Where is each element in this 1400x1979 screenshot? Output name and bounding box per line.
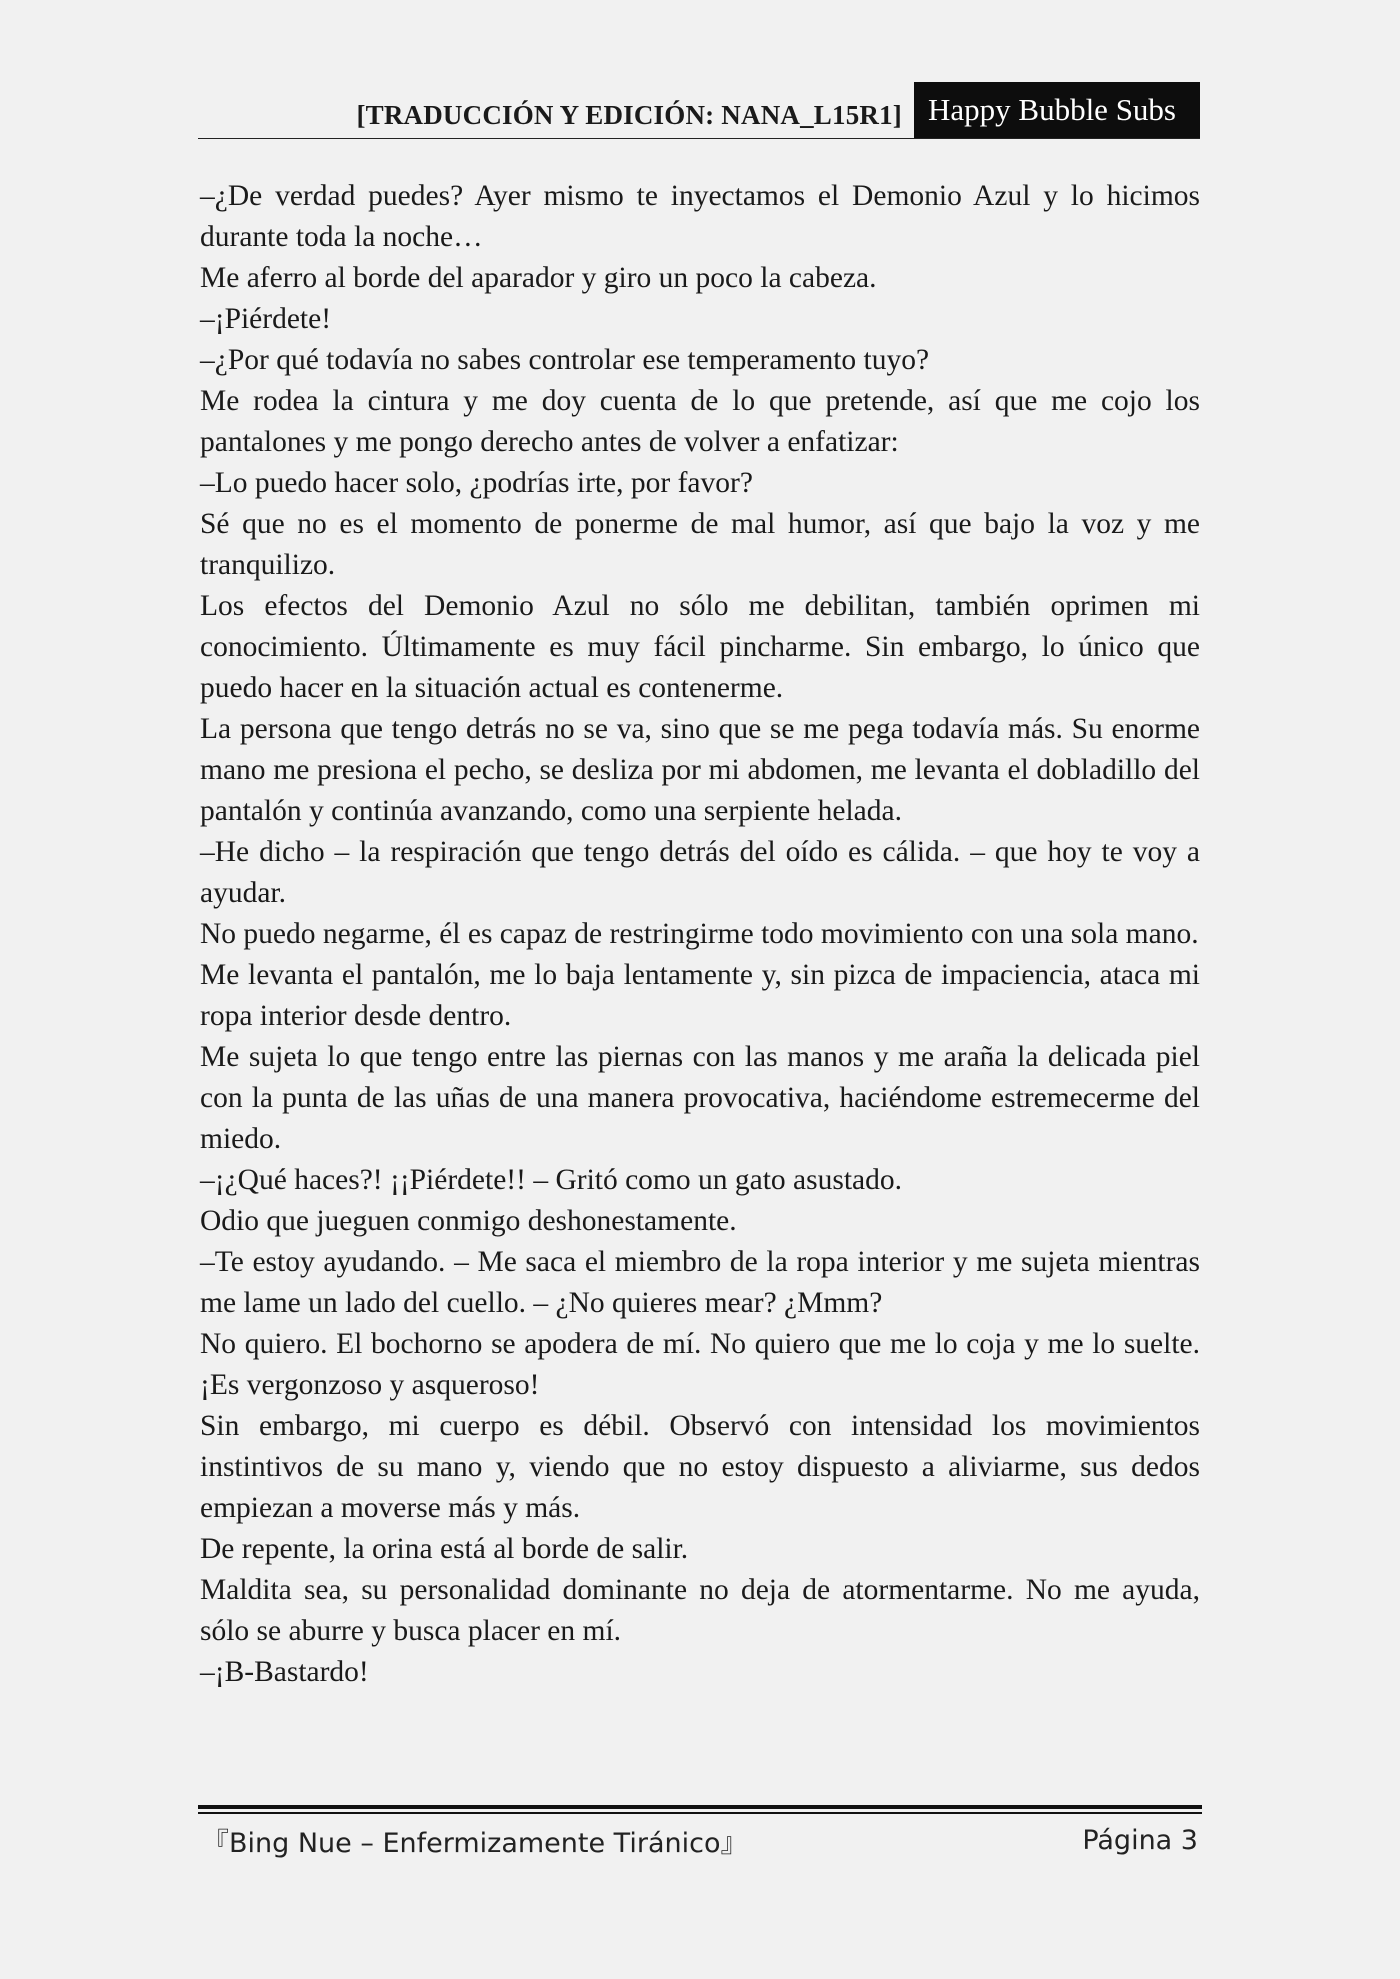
translation-credit: [TRADUCCIÓN Y EDICIÓN: NANA_L15R1]: [356, 100, 902, 130]
paragraph: –¡¿Qué haces?! ¡¡Piérdete!! – Gritó como un gato asustado.: [200, 1164, 903, 1196]
paragraph: Sé que no es el momento de ponerme de mal humor, así que bajo la voz y me tranquilizo.: [200, 508, 1200, 581]
paragraph: Me aferro al borde del aparador y giro un poco la cabeza.: [200, 262, 877, 294]
paragraph: Sin embargo, mi cuerpo es débil. Observó con intensidad los movimientos instintivos de su mano y, viendo que no estoy dispuesto a aliviarme, sus dedos empiezan a moverse más y más.: [200, 1410, 1200, 1524]
paragraph: Me rodea la cintura y me doy cuenta de lo que pretende, así que me cojo los pantalones y me pongo derecho antes de volver a enfatizar:: [200, 385, 1200, 458]
paragraph: –He dicho – la respiración que tengo detrás del oído es cálida. – que hoy te voy a ayudar.: [200, 836, 1200, 909]
paragraph: De repente, la orina está al borde de salir.: [200, 1533, 689, 1565]
group-brand-label: Happy Bubble Subs: [914, 82, 1200, 138]
paragraph: –Te estoy ayudando. – Me saca el miembro de la ropa interior y me sujeta mientras me lame un lado del cuello. – ¿No quieres mear? ¿Mmm?: [200, 1246, 1200, 1319]
paragraph: –¿De verdad puedes? Ayer mismo te inyectamos el Demonio Azul y lo hicimos durante toda la noche…: [200, 180, 1200, 253]
footer-rule-thick: [198, 1805, 1202, 1809]
footer-rule-thin: [198, 1812, 1202, 1814]
page-number: Página 3: [1082, 1824, 1198, 1856]
paragraph: –¡Piérdete!: [200, 303, 332, 335]
body-text: [200, 176, 1200, 1693]
paragraph: –¡B-Bastardo!: [200, 1656, 369, 1688]
page-header: [198, 82, 1200, 139]
paragraph: La persona que tengo detrás no se va, sino que se me pega todavía más. Su enorme mano me presiona el pecho, se desliza por mi abdomen, me levanta el dobladillo del pantalón y continúa avanzando, como una serpiente helada.: [200, 713, 1200, 827]
paragraph: No quiero. El bochorno se apodera de mí. No quiero que me lo coja y me lo suelte. ¡Es vergonzoso y asqueroso!: [200, 1328, 1200, 1401]
paragraph: Me sujeta lo que tengo entre las piernas con las manos y me araña la delicada piel con la punta de las uñas de una manera provocativa, haciéndome estremecerme del miedo.: [200, 1041, 1200, 1155]
paragraph: –Lo puedo hacer solo, ¿podrías irte, por favor?: [200, 467, 753, 499]
paragraph: –¿Por qué todavía no sabes controlar ese temperamento tuyo?: [200, 344, 930, 376]
paragraph: Odio que jueguen conmigo deshonestamente.: [200, 1205, 737, 1237]
paragraph: Los efectos del Demonio Azul no sólo me debilitan, también oprimen mi conocimiento. Últimamente es muy fácil pincharme. Sin embargo, lo único que puedo hacer en la situación actual es contenerme.: [200, 590, 1200, 704]
book-title: 『Bing Nue – Enfermizamente Tiránico』: [202, 1827, 748, 1859]
paragraph: Maldita sea, su personalidad dominante no deja de atormentarme. No me ayuda, sólo se aburre y busca placer en mí.: [200, 1574, 1200, 1647]
paragraph: Me levanta el pantalón, me lo baja lentamente y, sin pizca de impaciencia, ataca mi ropa interior desde dentro.: [200, 959, 1200, 1032]
page-footer: [202, 1818, 1198, 1862]
paragraph: No puedo negarme, él es capaz de restringirme todo movimiento con una sola mano.: [200, 918, 1199, 950]
